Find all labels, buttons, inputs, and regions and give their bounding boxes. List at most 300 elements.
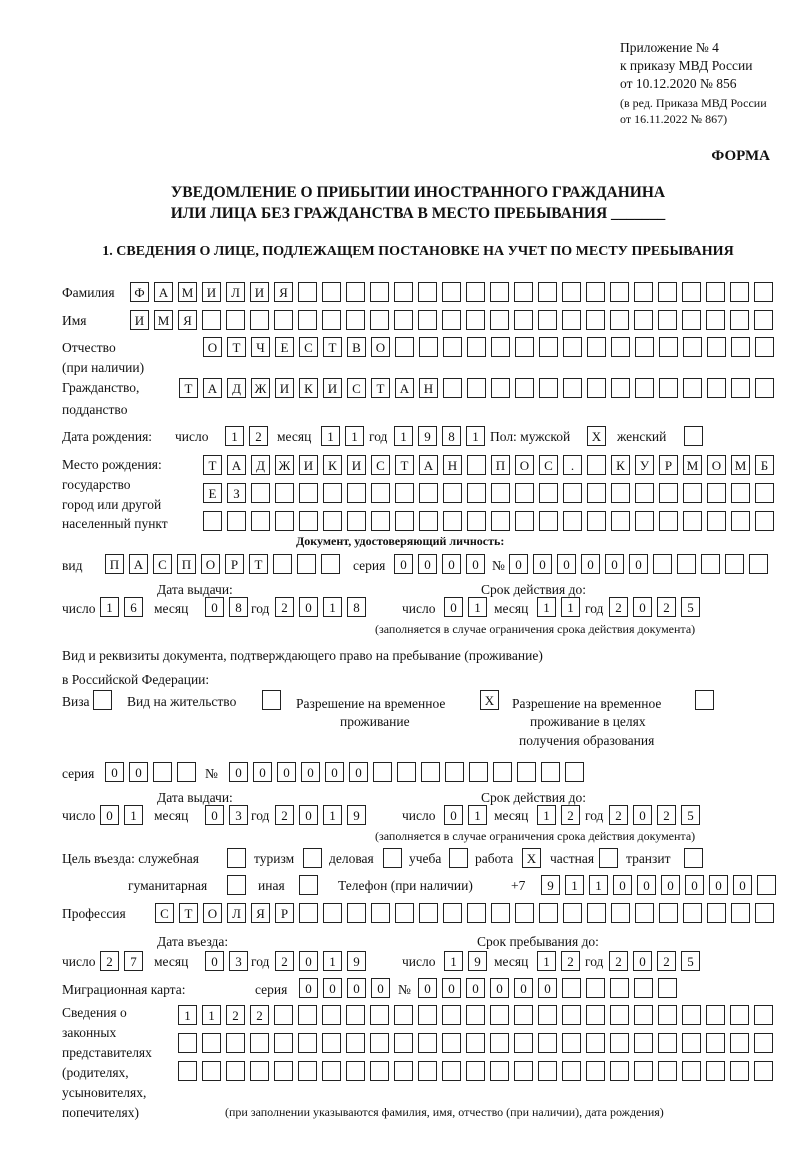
char-cell[interactable] — [659, 903, 678, 923]
char-cell[interactable] — [562, 1005, 581, 1025]
char-cell[interactable]: 2 — [275, 951, 294, 971]
char-cell[interactable] — [730, 1005, 749, 1025]
char-cell[interactable] — [635, 378, 654, 398]
char-cell[interactable] — [371, 483, 390, 503]
char-cell[interactable]: 1 — [323, 805, 342, 825]
char-cell[interactable] — [443, 511, 462, 531]
char-cell[interactable]: 0 — [418, 554, 437, 574]
char-cell[interactable] — [491, 511, 510, 531]
char-cell[interactable]: И — [275, 378, 294, 398]
char-cell[interactable]: 5 — [681, 597, 700, 617]
char-cell[interactable] — [658, 1033, 677, 1053]
char-cell[interactable] — [514, 1061, 533, 1081]
char-cell[interactable] — [754, 1061, 773, 1081]
char-cell[interactable] — [730, 310, 749, 330]
char-cell[interactable]: 0 — [466, 554, 485, 574]
char-cell[interactable] — [203, 511, 222, 531]
char-cell[interactable]: 2 — [657, 805, 676, 825]
char-cell[interactable]: . — [563, 455, 582, 475]
char-cell[interactable] — [635, 511, 654, 531]
char-cell[interactable]: 9 — [541, 875, 560, 895]
char-cell[interactable] — [395, 337, 414, 357]
char-cell[interactable]: 8 — [442, 426, 461, 446]
char-cell[interactable] — [418, 1061, 437, 1081]
char-cell[interactable]: 0 — [299, 805, 318, 825]
char-cell[interactable]: А — [227, 455, 246, 475]
checkbox[interactable] — [303, 848, 322, 868]
char-cell[interactable]: 0 — [418, 978, 437, 998]
char-cell[interactable] — [347, 483, 366, 503]
char-cell[interactable] — [466, 1005, 485, 1025]
char-cell[interactable]: С — [347, 378, 366, 398]
char-cell[interactable] — [539, 903, 558, 923]
char-cell[interactable] — [370, 310, 389, 330]
char-cell[interactable]: 1 — [323, 597, 342, 617]
char-cell[interactable]: Т — [203, 455, 222, 475]
char-cell[interactable]: О — [371, 337, 390, 357]
checkbox[interactable]: X — [522, 848, 541, 868]
char-cell[interactable] — [346, 282, 365, 302]
char-cell[interactable]: У — [635, 455, 654, 475]
char-cell[interactable]: 0 — [509, 554, 528, 574]
char-cell[interactable] — [346, 310, 365, 330]
char-cell[interactable] — [562, 1033, 581, 1053]
char-cell[interactable] — [250, 1061, 269, 1081]
char-cell[interactable] — [706, 1061, 725, 1081]
char-cell[interactable] — [562, 310, 581, 330]
char-cell[interactable] — [227, 511, 246, 531]
char-cell[interactable]: Р — [225, 554, 244, 574]
char-cell[interactable] — [322, 1033, 341, 1053]
char-cell[interactable]: О — [203, 903, 222, 923]
char-cell[interactable] — [563, 378, 582, 398]
char-cell[interactable]: 1 — [394, 426, 413, 446]
char-cell[interactable] — [658, 310, 677, 330]
char-cell[interactable] — [730, 1061, 749, 1081]
char-cell[interactable] — [610, 978, 629, 998]
char-cell[interactable]: 0 — [229, 762, 248, 782]
char-cell[interactable] — [275, 511, 294, 531]
char-cell[interactable]: 1 — [178, 1005, 197, 1025]
char-cell[interactable] — [299, 903, 318, 923]
char-cell[interactable] — [515, 378, 534, 398]
char-cell[interactable] — [707, 511, 726, 531]
char-cell[interactable] — [539, 337, 558, 357]
char-cell[interactable]: 1 — [565, 875, 584, 895]
char-cell[interactable]: 0 — [637, 875, 656, 895]
char-cell[interactable] — [421, 762, 440, 782]
char-cell[interactable] — [226, 310, 245, 330]
char-cell[interactable]: А — [203, 378, 222, 398]
checkbox[interactable] — [93, 690, 112, 710]
char-cell[interactable] — [634, 310, 653, 330]
char-cell[interactable] — [563, 511, 582, 531]
char-cell[interactable] — [610, 282, 629, 302]
char-cell[interactable] — [202, 1033, 221, 1053]
char-cell[interactable] — [707, 903, 726, 923]
char-cell[interactable] — [563, 337, 582, 357]
char-cell[interactable] — [370, 1061, 389, 1081]
char-cell[interactable] — [659, 511, 678, 531]
char-cell[interactable] — [323, 483, 342, 503]
char-cell[interactable] — [538, 310, 557, 330]
char-cell[interactable] — [682, 310, 701, 330]
char-cell[interactable]: 1 — [225, 426, 244, 446]
char-cell[interactable]: 9 — [347, 951, 366, 971]
char-cell[interactable] — [226, 1061, 245, 1081]
char-cell[interactable] — [731, 903, 750, 923]
char-cell[interactable] — [370, 1033, 389, 1053]
char-cell[interactable]: В — [347, 337, 366, 357]
char-cell[interactable]: 0 — [323, 978, 342, 998]
char-cell[interactable] — [443, 337, 462, 357]
char-cell[interactable]: И — [202, 282, 221, 302]
char-cell[interactable]: 1 — [100, 597, 119, 617]
char-cell[interactable] — [418, 1005, 437, 1025]
char-cell[interactable] — [517, 762, 536, 782]
char-cell[interactable] — [467, 483, 486, 503]
char-cell[interactable] — [491, 378, 510, 398]
char-cell[interactable]: 2 — [275, 805, 294, 825]
char-cell[interactable] — [586, 1061, 605, 1081]
char-cell[interactable]: 6 — [124, 597, 143, 617]
char-cell[interactable]: И — [250, 282, 269, 302]
char-cell[interactable]: О — [203, 337, 222, 357]
char-cell[interactable]: 1 — [468, 597, 487, 617]
char-cell[interactable] — [610, 1005, 629, 1025]
char-cell[interactable] — [298, 1005, 317, 1025]
char-cell[interactable] — [515, 337, 534, 357]
char-cell[interactable]: Л — [227, 903, 246, 923]
char-cell[interactable] — [467, 337, 486, 357]
char-cell[interactable] — [725, 554, 744, 574]
char-cell[interactable] — [701, 554, 720, 574]
char-cell[interactable]: 2 — [250, 1005, 269, 1025]
char-cell[interactable] — [394, 1033, 413, 1053]
char-cell[interactable] — [419, 483, 438, 503]
char-cell[interactable]: 1 — [537, 805, 556, 825]
char-cell[interactable] — [466, 1033, 485, 1053]
char-cell[interactable] — [371, 511, 390, 531]
char-cell[interactable]: 9 — [468, 951, 487, 971]
char-cell[interactable] — [562, 282, 581, 302]
char-cell[interactable] — [467, 903, 486, 923]
char-cell[interactable] — [419, 903, 438, 923]
char-cell[interactable]: 3 — [229, 805, 248, 825]
char-cell[interactable]: 8 — [229, 597, 248, 617]
char-cell[interactable] — [298, 282, 317, 302]
char-cell[interactable]: 0 — [444, 805, 463, 825]
char-cell[interactable]: М — [731, 455, 750, 475]
char-cell[interactable] — [610, 1061, 629, 1081]
char-cell[interactable]: 0 — [349, 762, 368, 782]
char-cell[interactable]: Д — [227, 378, 246, 398]
char-cell[interactable] — [442, 1005, 461, 1025]
char-cell[interactable]: 0 — [347, 978, 366, 998]
char-cell[interactable] — [587, 483, 606, 503]
char-cell[interactable] — [635, 483, 654, 503]
char-cell[interactable]: 0 — [613, 875, 632, 895]
char-cell[interactable]: 0 — [325, 762, 344, 782]
char-cell[interactable] — [541, 762, 560, 782]
char-cell[interactable]: 1 — [589, 875, 608, 895]
char-cell[interactable] — [273, 554, 292, 574]
char-cell[interactable] — [490, 1033, 509, 1053]
char-cell[interactable] — [539, 483, 558, 503]
char-cell[interactable] — [515, 511, 534, 531]
char-cell[interactable]: 0 — [205, 951, 224, 971]
char-cell[interactable]: М — [154, 310, 173, 330]
char-cell[interactable] — [443, 483, 462, 503]
char-cell[interactable] — [682, 282, 701, 302]
char-cell[interactable] — [706, 310, 725, 330]
char-cell[interactable] — [397, 762, 416, 782]
char-cell[interactable]: Е — [203, 483, 222, 503]
char-cell[interactable]: 0 — [129, 762, 148, 782]
char-cell[interactable]: Т — [371, 378, 390, 398]
char-cell[interactable]: 0 — [685, 875, 704, 895]
char-cell[interactable] — [587, 903, 606, 923]
char-cell[interactable]: Н — [443, 455, 462, 475]
char-cell[interactable]: 3 — [229, 951, 248, 971]
char-cell[interactable]: 1 — [444, 951, 463, 971]
char-cell[interactable]: 1 — [466, 426, 485, 446]
char-cell[interactable] — [587, 378, 606, 398]
char-cell[interactable] — [538, 282, 557, 302]
char-cell[interactable] — [153, 762, 172, 782]
char-cell[interactable] — [610, 1033, 629, 1053]
char-cell[interactable] — [322, 1005, 341, 1025]
checkbox[interactable] — [684, 426, 703, 446]
char-cell[interactable] — [467, 378, 486, 398]
char-cell[interactable]: 0 — [733, 875, 752, 895]
char-cell[interactable] — [490, 1061, 509, 1081]
char-cell[interactable] — [539, 378, 558, 398]
char-cell[interactable]: Я — [178, 310, 197, 330]
char-cell[interactable]: И — [323, 378, 342, 398]
char-cell[interactable] — [634, 1033, 653, 1053]
char-cell[interactable] — [418, 310, 437, 330]
char-cell[interactable] — [683, 903, 702, 923]
char-cell[interactable]: И — [130, 310, 149, 330]
checkbox[interactable] — [383, 848, 402, 868]
checkbox[interactable] — [262, 690, 281, 710]
char-cell[interactable] — [298, 310, 317, 330]
char-cell[interactable] — [491, 903, 510, 923]
char-cell[interactable] — [395, 903, 414, 923]
char-cell[interactable]: 1 — [321, 426, 340, 446]
char-cell[interactable] — [490, 310, 509, 330]
char-cell[interactable] — [274, 1033, 293, 1053]
char-cell[interactable] — [586, 1033, 605, 1053]
char-cell[interactable] — [202, 1061, 221, 1081]
char-cell[interactable] — [682, 1005, 701, 1025]
char-cell[interactable] — [514, 282, 533, 302]
char-cell[interactable] — [731, 337, 750, 357]
char-cell[interactable] — [515, 903, 534, 923]
char-cell[interactable] — [490, 1005, 509, 1025]
char-cell[interactable] — [370, 282, 389, 302]
char-cell[interactable] — [394, 310, 413, 330]
char-cell[interactable]: О — [201, 554, 220, 574]
char-cell[interactable]: З — [227, 483, 246, 503]
char-cell[interactable] — [634, 1005, 653, 1025]
char-cell[interactable] — [347, 511, 366, 531]
char-cell[interactable] — [565, 762, 584, 782]
char-cell[interactable]: С — [539, 455, 558, 475]
char-cell[interactable] — [754, 1033, 773, 1053]
char-cell[interactable]: 2 — [609, 597, 628, 617]
char-cell[interactable]: 0 — [299, 597, 318, 617]
char-cell[interactable] — [395, 511, 414, 531]
char-cell[interactable] — [634, 978, 653, 998]
char-cell[interactable] — [563, 483, 582, 503]
char-cell[interactable] — [493, 762, 512, 782]
char-cell[interactable] — [586, 1005, 605, 1025]
char-cell[interactable] — [469, 762, 488, 782]
char-cell[interactable] — [538, 1061, 557, 1081]
char-cell[interactable] — [707, 483, 726, 503]
char-cell[interactable] — [682, 1061, 701, 1081]
char-cell[interactable] — [322, 310, 341, 330]
char-cell[interactable] — [755, 903, 774, 923]
char-cell[interactable]: 1 — [537, 597, 556, 617]
char-cell[interactable] — [586, 282, 605, 302]
char-cell[interactable] — [347, 903, 366, 923]
char-cell[interactable]: 0 — [205, 805, 224, 825]
char-cell[interactable]: П — [491, 455, 510, 475]
char-cell[interactable]: Т — [323, 337, 342, 357]
char-cell[interactable] — [731, 378, 750, 398]
char-cell[interactable] — [371, 903, 390, 923]
char-cell[interactable]: 1 — [124, 805, 143, 825]
char-cell[interactable] — [467, 455, 486, 475]
char-cell[interactable]: 0 — [514, 978, 533, 998]
char-cell[interactable] — [514, 310, 533, 330]
char-cell[interactable]: Е — [275, 337, 294, 357]
char-cell[interactable] — [299, 483, 318, 503]
char-cell[interactable] — [394, 282, 413, 302]
char-cell[interactable]: К — [611, 455, 630, 475]
char-cell[interactable] — [370, 1005, 389, 1025]
char-cell[interactable] — [297, 554, 316, 574]
char-cell[interactable] — [706, 1033, 725, 1053]
char-cell[interactable]: 8 — [347, 597, 366, 617]
char-cell[interactable] — [298, 1033, 317, 1053]
char-cell[interactable]: 0 — [490, 978, 509, 998]
char-cell[interactable]: А — [419, 455, 438, 475]
char-cell[interactable] — [177, 762, 196, 782]
char-cell[interactable] — [659, 378, 678, 398]
char-cell[interactable]: 0 — [442, 554, 461, 574]
char-cell[interactable] — [611, 378, 630, 398]
char-cell[interactable] — [754, 1005, 773, 1025]
char-cell[interactable] — [683, 511, 702, 531]
char-cell[interactable]: Ж — [251, 378, 270, 398]
char-cell[interactable]: 2 — [609, 805, 628, 825]
char-cell[interactable] — [418, 282, 437, 302]
char-cell[interactable] — [323, 511, 342, 531]
char-cell[interactable] — [706, 282, 725, 302]
char-cell[interactable]: К — [299, 378, 318, 398]
char-cell[interactable] — [442, 1061, 461, 1081]
char-cell[interactable]: Т — [249, 554, 268, 574]
char-cell[interactable] — [491, 483, 510, 503]
char-cell[interactable]: 0 — [557, 554, 576, 574]
checkbox[interactable] — [449, 848, 468, 868]
char-cell[interactable]: 0 — [581, 554, 600, 574]
char-cell[interactable]: 1 — [468, 805, 487, 825]
char-cell[interactable] — [373, 762, 392, 782]
char-cell[interactable] — [419, 511, 438, 531]
char-cell[interactable]: 1 — [202, 1005, 221, 1025]
char-cell[interactable] — [274, 1061, 293, 1081]
char-cell[interactable]: 2 — [249, 426, 268, 446]
char-cell[interactable] — [443, 903, 462, 923]
char-cell[interactable] — [755, 378, 774, 398]
char-cell[interactable] — [346, 1005, 365, 1025]
char-cell[interactable]: Т — [179, 903, 198, 923]
checkbox[interactable] — [695, 690, 714, 710]
char-cell[interactable] — [749, 554, 768, 574]
checkbox[interactable] — [227, 875, 246, 895]
char-cell[interactable]: 0 — [538, 978, 557, 998]
char-cell[interactable]: 0 — [299, 951, 318, 971]
char-cell[interactable] — [274, 310, 293, 330]
checkbox[interactable] — [684, 848, 703, 868]
char-cell[interactable] — [610, 310, 629, 330]
char-cell[interactable]: 2 — [561, 951, 580, 971]
char-cell[interactable] — [586, 310, 605, 330]
char-cell[interactable] — [754, 282, 773, 302]
char-cell[interactable]: 0 — [371, 978, 390, 998]
char-cell[interactable]: Я — [274, 282, 293, 302]
char-cell[interactable] — [395, 483, 414, 503]
char-cell[interactable] — [178, 1033, 197, 1053]
char-cell[interactable]: С — [299, 337, 318, 357]
char-cell[interactable] — [683, 483, 702, 503]
char-cell[interactable] — [757, 875, 776, 895]
char-cell[interactable]: 7 — [124, 951, 143, 971]
char-cell[interactable]: 0 — [661, 875, 680, 895]
char-cell[interactable] — [226, 1033, 245, 1053]
char-cell[interactable]: Б — [755, 455, 774, 475]
char-cell[interactable]: 2 — [657, 597, 676, 617]
char-cell[interactable] — [299, 511, 318, 531]
char-cell[interactable]: 0 — [629, 554, 648, 574]
char-cell[interactable]: А — [395, 378, 414, 398]
char-cell[interactable]: 0 — [633, 951, 652, 971]
char-cell[interactable]: Т — [395, 455, 414, 475]
char-cell[interactable] — [611, 511, 630, 531]
char-cell[interactable]: 0 — [299, 978, 318, 998]
char-cell[interactable] — [653, 554, 672, 574]
char-cell[interactable] — [658, 1061, 677, 1081]
char-cell[interactable]: 0 — [394, 554, 413, 574]
char-cell[interactable] — [418, 1033, 437, 1053]
char-cell[interactable]: 9 — [347, 805, 366, 825]
char-cell[interactable] — [755, 483, 774, 503]
char-cell[interactable] — [682, 1033, 701, 1053]
char-cell[interactable]: 0 — [533, 554, 552, 574]
char-cell[interactable]: 0 — [466, 978, 485, 998]
char-cell[interactable] — [442, 310, 461, 330]
char-cell[interactable] — [443, 378, 462, 398]
char-cell[interactable]: 0 — [105, 762, 124, 782]
char-cell[interactable] — [538, 1033, 557, 1053]
char-cell[interactable] — [586, 978, 605, 998]
char-cell[interactable] — [514, 1033, 533, 1053]
